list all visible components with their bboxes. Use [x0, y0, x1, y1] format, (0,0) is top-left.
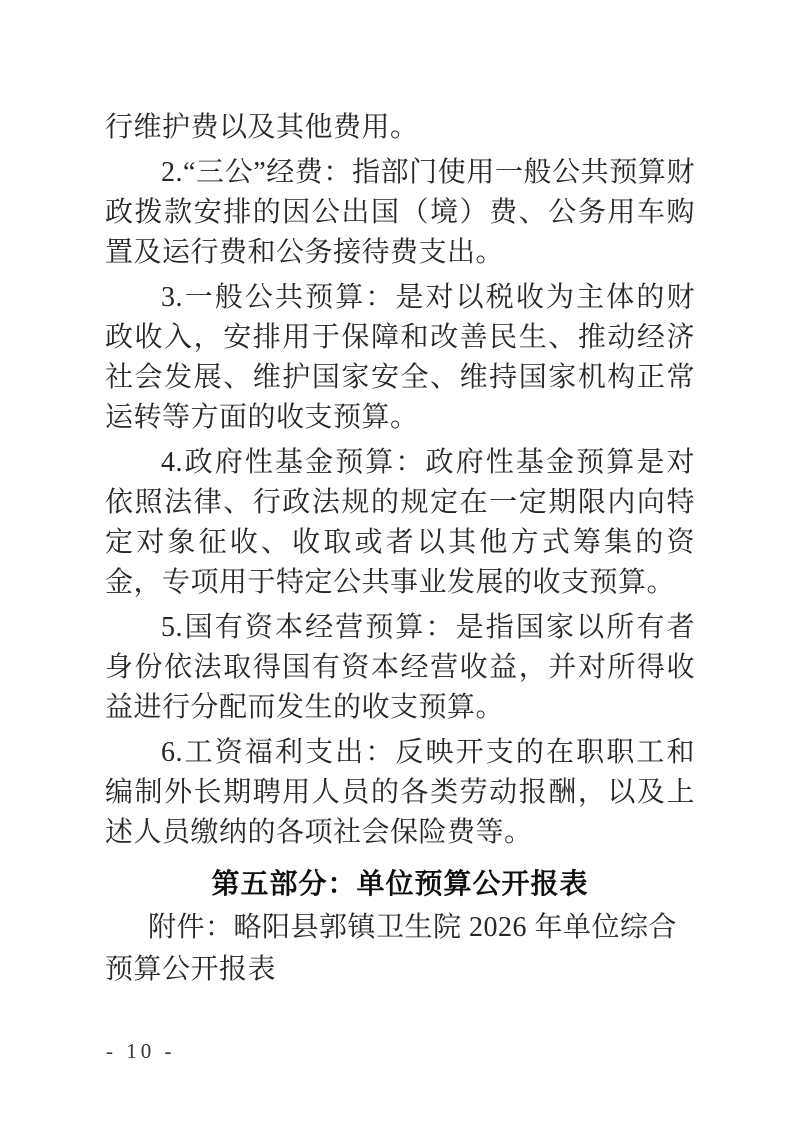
- document-body: [105, 108, 695, 991]
- section-heading: 第五部分：单位预算公开报表: [211, 868, 589, 899]
- body-paragraph-item-5: 5.国有资本经营预算：是指国家以所有者身份依法取得国有资本经营收益，并对所得收益进行分配而发生的收支预算。: [105, 612, 695, 723]
- body-paragraph-item-6: 6.工资福利支出：反映开支的在职职工和编制外长期聘用人员的各类劳动报酬，以及上述人员缴纳的各项社会保险费等。: [105, 737, 695, 848]
- attachment-line: 附件：略阳县郭镇卫生院 2026 年单位综合预算公开报表: [105, 912, 678, 985]
- body-paragraph-item-4: 4.政府性基金预算：政府性基金预算是对依照法律、行政法规的规定在一定期限内向特定对象征收、收取或者以其他方式筹集的资金，专项用于特定公共事业发展的收支预算。: [105, 447, 695, 598]
- body-paragraph-item-3: 3.一般公共预算：是对以税收为主体的财政收入，安排用于保障和改善民生、推动经济社会发展、维护国家安全、维持国家机构正常运转等方面的收支预算。: [105, 282, 695, 433]
- body-paragraph-continuation: 行维护费以及其他费用。: [105, 112, 419, 143]
- body-paragraph-item-2: 2.“三公”经费：指部门使用一般公共预算财政拨款安排的因公出国（境）费、公务用车购置及运行费和公务接待费支出。: [105, 157, 695, 268]
- page-number: - 10 -: [106, 1039, 176, 1063]
